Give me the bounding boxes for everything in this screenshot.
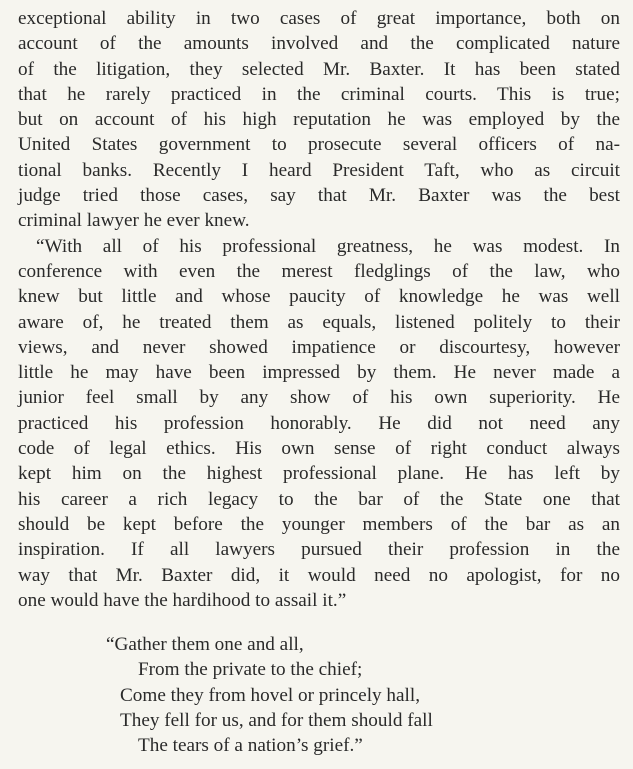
paragraph-1	[18, 6, 620, 234]
text-line: but on account of his high reputation he was employed by the	[18, 109, 620, 131]
text-line: kept him on the highest professional plane. He has left by	[18, 463, 620, 485]
text-line: conference with even the merest fledglings of the law, who	[18, 260, 620, 282]
page-body	[18, 6, 620, 613]
poem-line: The tears of a nation’s grief.”	[138, 735, 363, 757]
text-line: judge tried those cases, say that Mr. Baxter was the best	[18, 185, 620, 207]
poem-line: Come they from hovel or princely hall,	[120, 684, 420, 706]
text-line: United States government to prosecute several officers of na-	[18, 134, 620, 156]
paragraph-2	[18, 234, 620, 613]
text-line: inspiration. If all lawyers pursued their profession in the	[18, 539, 620, 561]
text-line: exceptional ability in two cases of great importance, both on	[18, 8, 620, 29]
text-line: one would have the hardihood to assail it.”	[18, 589, 347, 611]
text-line: of the litigation, they selected Mr. Baxter. It has been stated	[18, 58, 620, 80]
text-line: way that Mr. Baxter did, it would need no apologist, for no	[18, 564, 620, 586]
text-line: account of the amounts involved and the complicated nature	[18, 33, 620, 55]
text-line: views, and never showed impatience or discourtesy, however	[18, 336, 620, 358]
poem-line: From the private to the chief;	[138, 659, 363, 681]
text-line: should be kept before the younger members of the bar as an	[18, 513, 620, 535]
poem-stanza	[106, 632, 433, 758]
poem-line: “Gather them one and all,	[106, 634, 304, 655]
text-line: criminal lawyer he ever knew.	[18, 210, 250, 232]
text-line: aware of, he treated them as equals, listened politely to their	[18, 311, 620, 333]
text-line: junior feel small by any show of his own superiority. He	[18, 387, 620, 409]
text-line: his career a rich legacy to the bar of the State one that	[18, 488, 620, 510]
text-line: tional banks. Recently I heard President Taft, who as circuit	[18, 159, 620, 181]
text-line: that he rarely practiced in the criminal courts. This is true;	[18, 83, 620, 105]
text-line: “With all of his professional greatness, he was modest. In	[36, 235, 620, 257]
text-line: knew but little and whose paucity of knowledge he was well	[18, 286, 620, 308]
text-line: code of legal ethics. His own sense of right conduct always	[18, 438, 620, 460]
text-line: practiced his profession honorably. He did not need any	[18, 412, 620, 434]
poem-line: They fell for us, and for them should fall	[120, 709, 433, 731]
text-line: little he may have been impressed by them. He never made a	[18, 362, 620, 384]
